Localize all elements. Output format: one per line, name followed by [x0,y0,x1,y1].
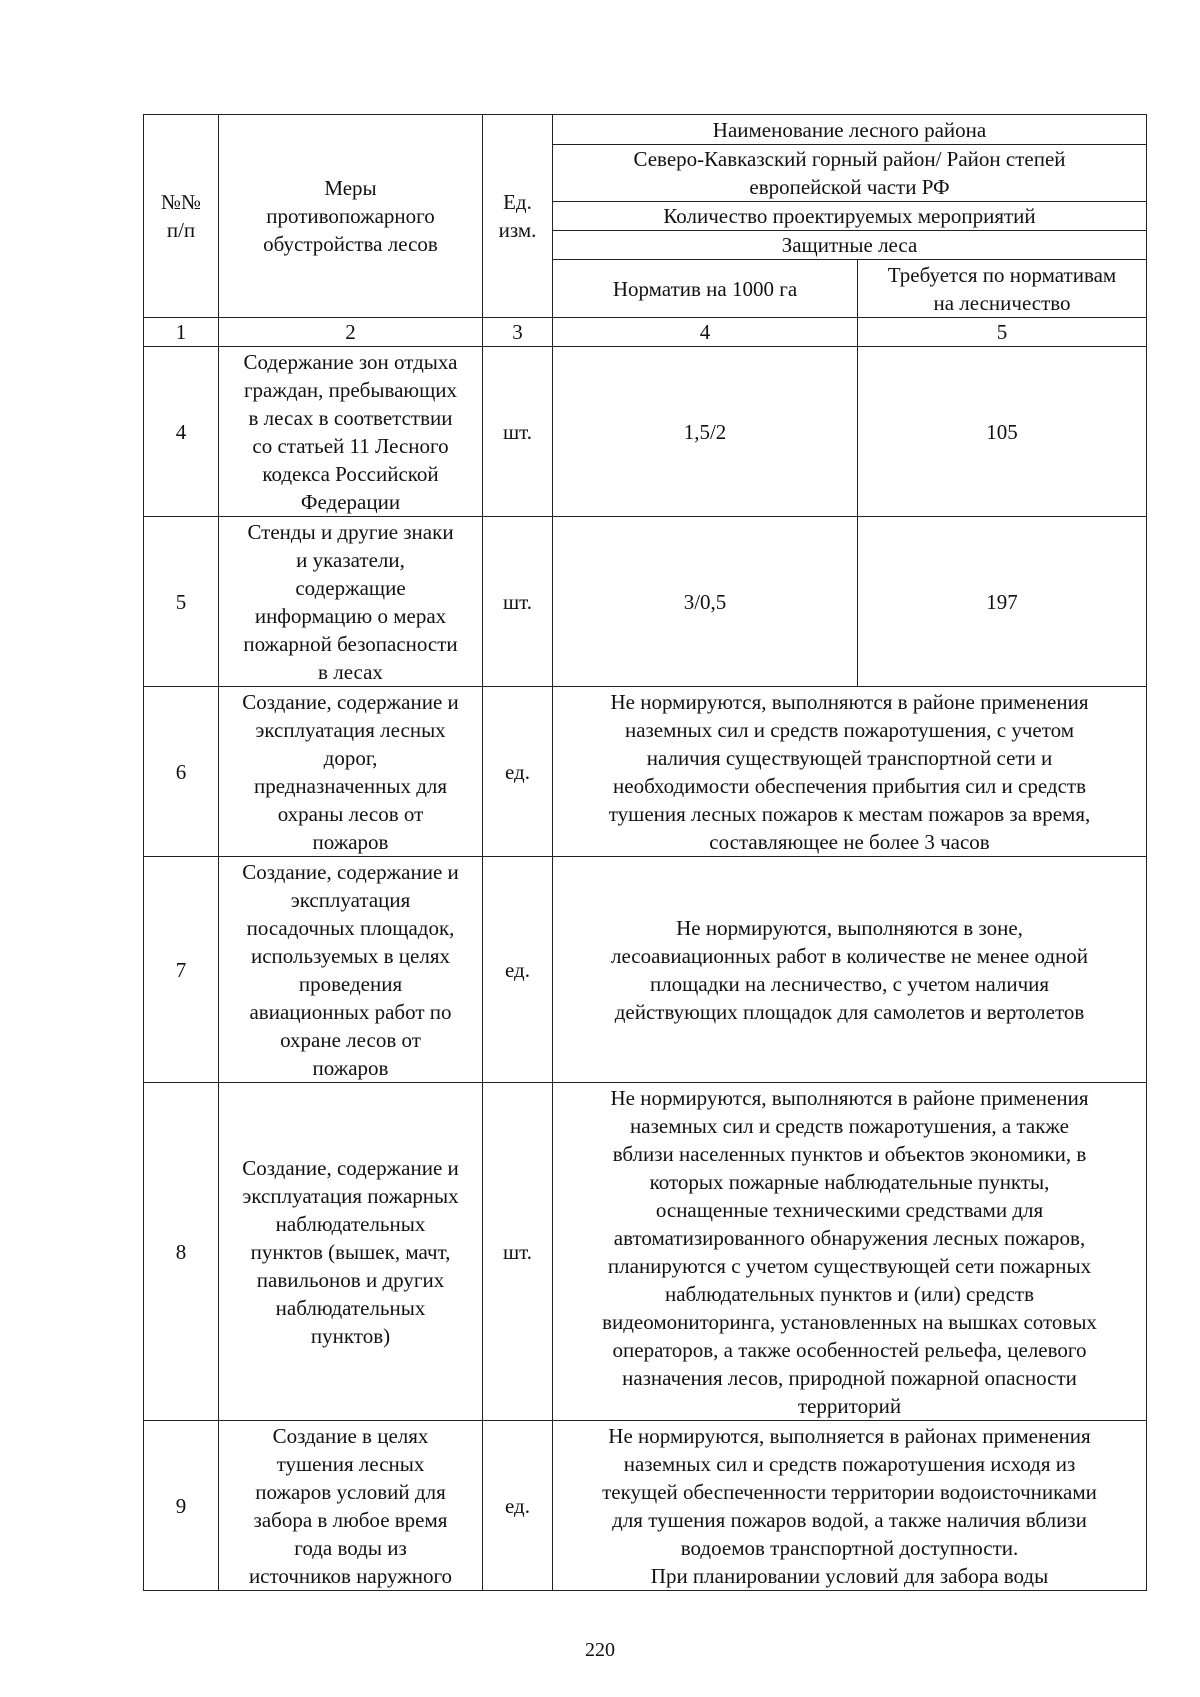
row-unit: шт. [483,517,553,687]
column-number: 1 [144,318,219,347]
table-row [144,857,1147,1083]
row-measure: Создание, содержание и эксплуатация посадочных площадок, используемых в целях проведения авиационных работ по охране лесов от пожаров [219,857,483,1083]
row-note: Не нормируются, выполняется в районах применения наземных сил и средств пожаротушения исходя из текущей обеспеченности территории водоисточниками для тушения пожаров водой, а также наличия вблизи водоемов транспортной доступности. При планировании условий для забора воды [553,1421,1147,1591]
row-unit: шт. [483,347,553,517]
column-number: 2 [219,318,483,347]
row-measure: Содержание зон отдыха граждан, пребывающих в лесах в соответствии со статьей 11 Лесного кодекса Российской Федерации [219,347,483,517]
row-required: 105 [858,347,1147,517]
column-number: 3 [483,318,553,347]
header-quantity-title: Количество проектируемых мероприятий [553,202,1147,231]
table-row [144,1421,1147,1591]
row-norm: 1,5/2 [553,347,858,517]
header-required: Требуется по нормативам на лесничество [858,260,1147,318]
row-number: 9 [144,1421,219,1591]
column-number: 4 [553,318,858,347]
header-region-title: Наименование лесного района [553,115,1147,145]
row-note: Не нормируются, выполняются в районе применения наземных сил и средств пожаротушения, с учетом наличия существующей транспортной сети и необходимости обеспечения прибытия сил и средств тушения лесных пожаров к местам пожаров за время, составляющее не более 3 часов [553,687,1147,857]
header-measures: Меры противопожарного обустройства лесов [219,115,483,318]
table-row [144,1083,1147,1421]
row-unit: шт. [483,1083,553,1421]
row-number: 6 [144,687,219,857]
header-forest-type: Защитные леса [553,231,1147,260]
page-number: 220 [585,1639,615,1661]
row-number: 4 [144,347,219,517]
header-unit: Ед. изм. [483,115,553,318]
header-norm: Норматив на 1000 га [553,260,858,318]
row-norm: 3/0,5 [553,517,858,687]
column-number: 5 [858,318,1147,347]
row-unit: ед. [483,1421,553,1591]
row-note: Не нормируются, выполняются в районе применения наземных сил и средств пожаротушения, а также вблизи населенных пунктов и объектов экономики, в которых пожарные наблюдательные пункты, оснащенные техническими средствами для автоматизированного обнаружения лесных пожаров, планируются с учетом существующей сети пожарных наблюдательных пунктов и (или) средств видеомониторинга, установленных на вышках сотовых операторов, а также особенностей рельефа, целевого назначения лесов, природной пожарной опасности территорий [553,1083,1147,1421]
header-num: №№ п/п [144,115,219,318]
row-unit: ед. [483,857,553,1083]
measures-table [143,114,1147,1591]
row-note: Не нормируются, выполняются в зоне, лесоавиационных работ в количестве не менее одной площадки на лесничество, с учетом наличия действующих площадок для самолетов и вертолетов [553,857,1147,1083]
row-number: 7 [144,857,219,1083]
row-number: 8 [144,1083,219,1421]
row-measure: Стенды и другие знаки и указатели, содержащие информацию о мерах пожарной безопасности в лесах [219,517,483,687]
row-number: 5 [144,517,219,687]
column-number-row [144,318,1147,347]
table-row [144,687,1147,857]
table-row [144,347,1147,517]
row-unit: ед. [483,687,553,857]
table-row [144,517,1147,687]
header-row [144,115,1147,145]
row-measure: Создание в целях тушения лесных пожаров условий для забора в любое время года воды из источников наружного [219,1421,483,1591]
row-measure: Создание, содержание и эксплуатация лесных дорог, предназначенных для охраны лесов от пожаров [219,687,483,857]
row-measure: Создание, содержание и эксплуатация пожарных наблюдательных пунктов (вышек, мачт, павильонов и других наблюдательных пунктов) [219,1083,483,1421]
header-region-name: Северо-Кавказский горный район/ Район степей европейской части РФ [553,145,1147,202]
row-required: 197 [858,517,1147,687]
